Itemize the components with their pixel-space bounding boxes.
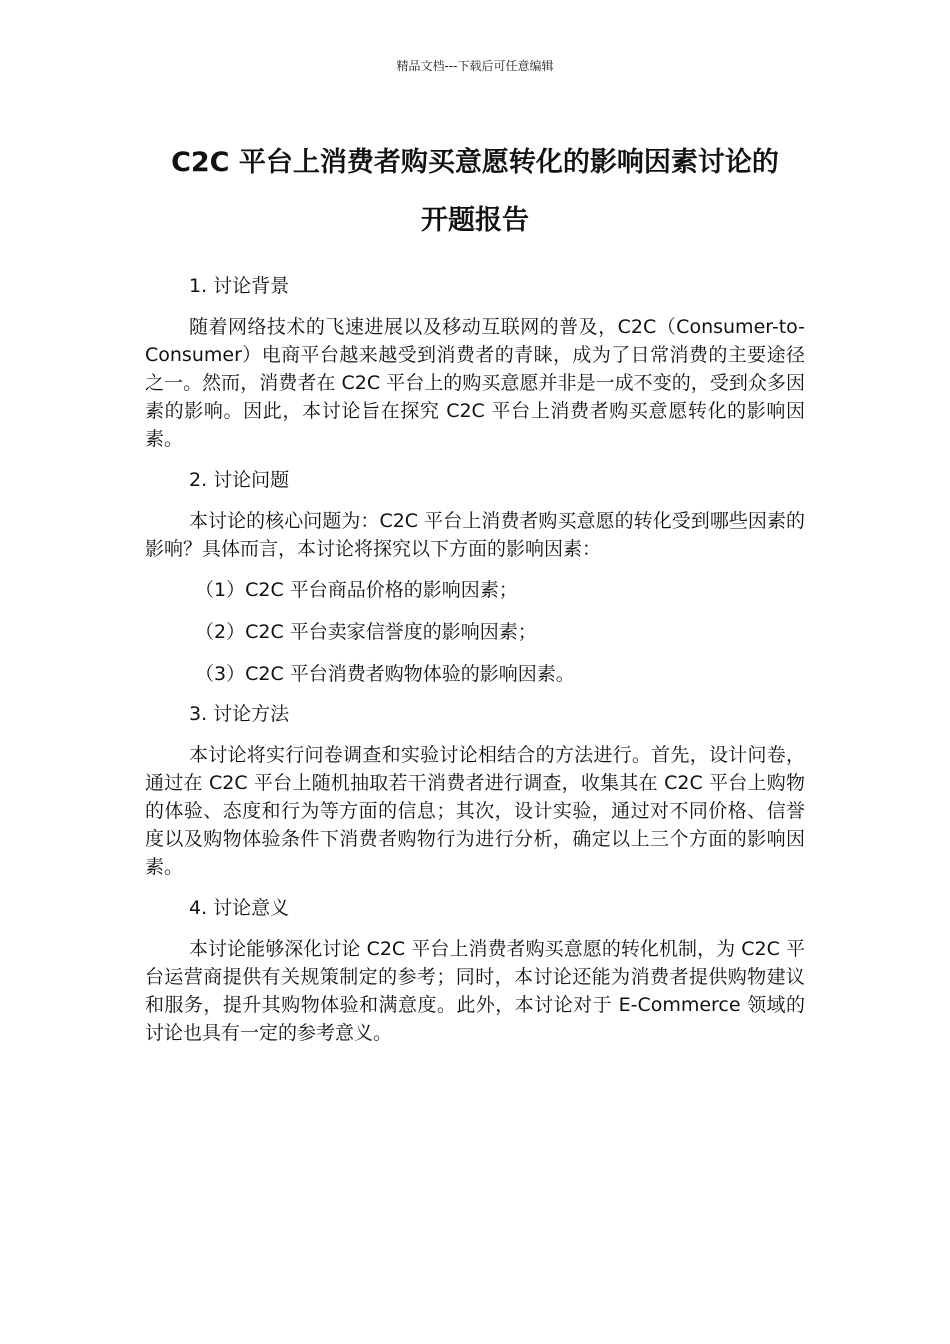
section-heading-methods: 3. 讨论方法 bbox=[189, 703, 290, 725]
list-item: （1）C2C 平台商品价格的影响因素； bbox=[195, 579, 518, 601]
section-heading-significance: 4. 讨论意义 bbox=[189, 897, 290, 919]
list-item: （3）C2C 平台消费者购物体验的影响因素。 bbox=[195, 663, 575, 685]
list-item: （2）C2C 平台卖家信誉度的影响因素； bbox=[195, 621, 537, 643]
document-body bbox=[145, 272, 805, 1060]
section-paragraph-significance: 本讨论能够深化讨论 C2C 平台上消费者购买意愿的转化机制，为 C2C 平台运营商提供有关规策制定的参考；同时，本讨论还能为消费者提供购物建议和服务，提升其购物体验和满意度。此外，本讨论对于 E-Commerce 领域的讨论也具有一定的参考意义。 bbox=[145, 938, 805, 1044]
section-paragraph-background: 随着网络技术的飞速进展以及移动互联网的普及，C2C（Consumer-to-Consumer）电商平台越来越受到消费者的青睐，成为了日常消费的主要途径之一。然而，消费者在 C2C 平台上的购买意愿并非是一成不变的，受到众多因素的影响。因此，本讨论旨在探究 C2C 平台上消费者购买意愿转化的影响因素。 bbox=[145, 316, 805, 450]
question-list bbox=[145, 576, 805, 688]
section-heading-questions: 2. 讨论问题 bbox=[189, 469, 290, 491]
document-title-line-1: C2C 平台上消费者购买意愿转化的影响因素讨论的 bbox=[171, 147, 779, 178]
document-title-line-2: 开题报告 bbox=[421, 205, 529, 236]
document-title bbox=[145, 134, 805, 250]
page-header: 精品文档---下载后可任意编辑 bbox=[396, 59, 554, 73]
section-heading-background: 1. 讨论背景 bbox=[189, 275, 290, 297]
section-paragraph-questions: 本讨论的核心问题为：C2C 平台上消费者购买意愿的转化受到哪些因素的影响？具体而言，本讨论将探究以下方面的影响因素： bbox=[145, 510, 805, 560]
section-paragraph-methods: 本讨论将实行问卷调查和实验讨论相结合的方法进行。首先，设计问卷，通过在 C2C 平台上随机抽取若干消费者进行调查，收集其在 C2C 平台上购物的体验、态度和行为等方面的信息；其次，设计实验，通过对不同价格、信誉度以及购物体验条件下消费者购物行为进行分析，确定以上三个方面的影响因素。 bbox=[145, 744, 805, 878]
